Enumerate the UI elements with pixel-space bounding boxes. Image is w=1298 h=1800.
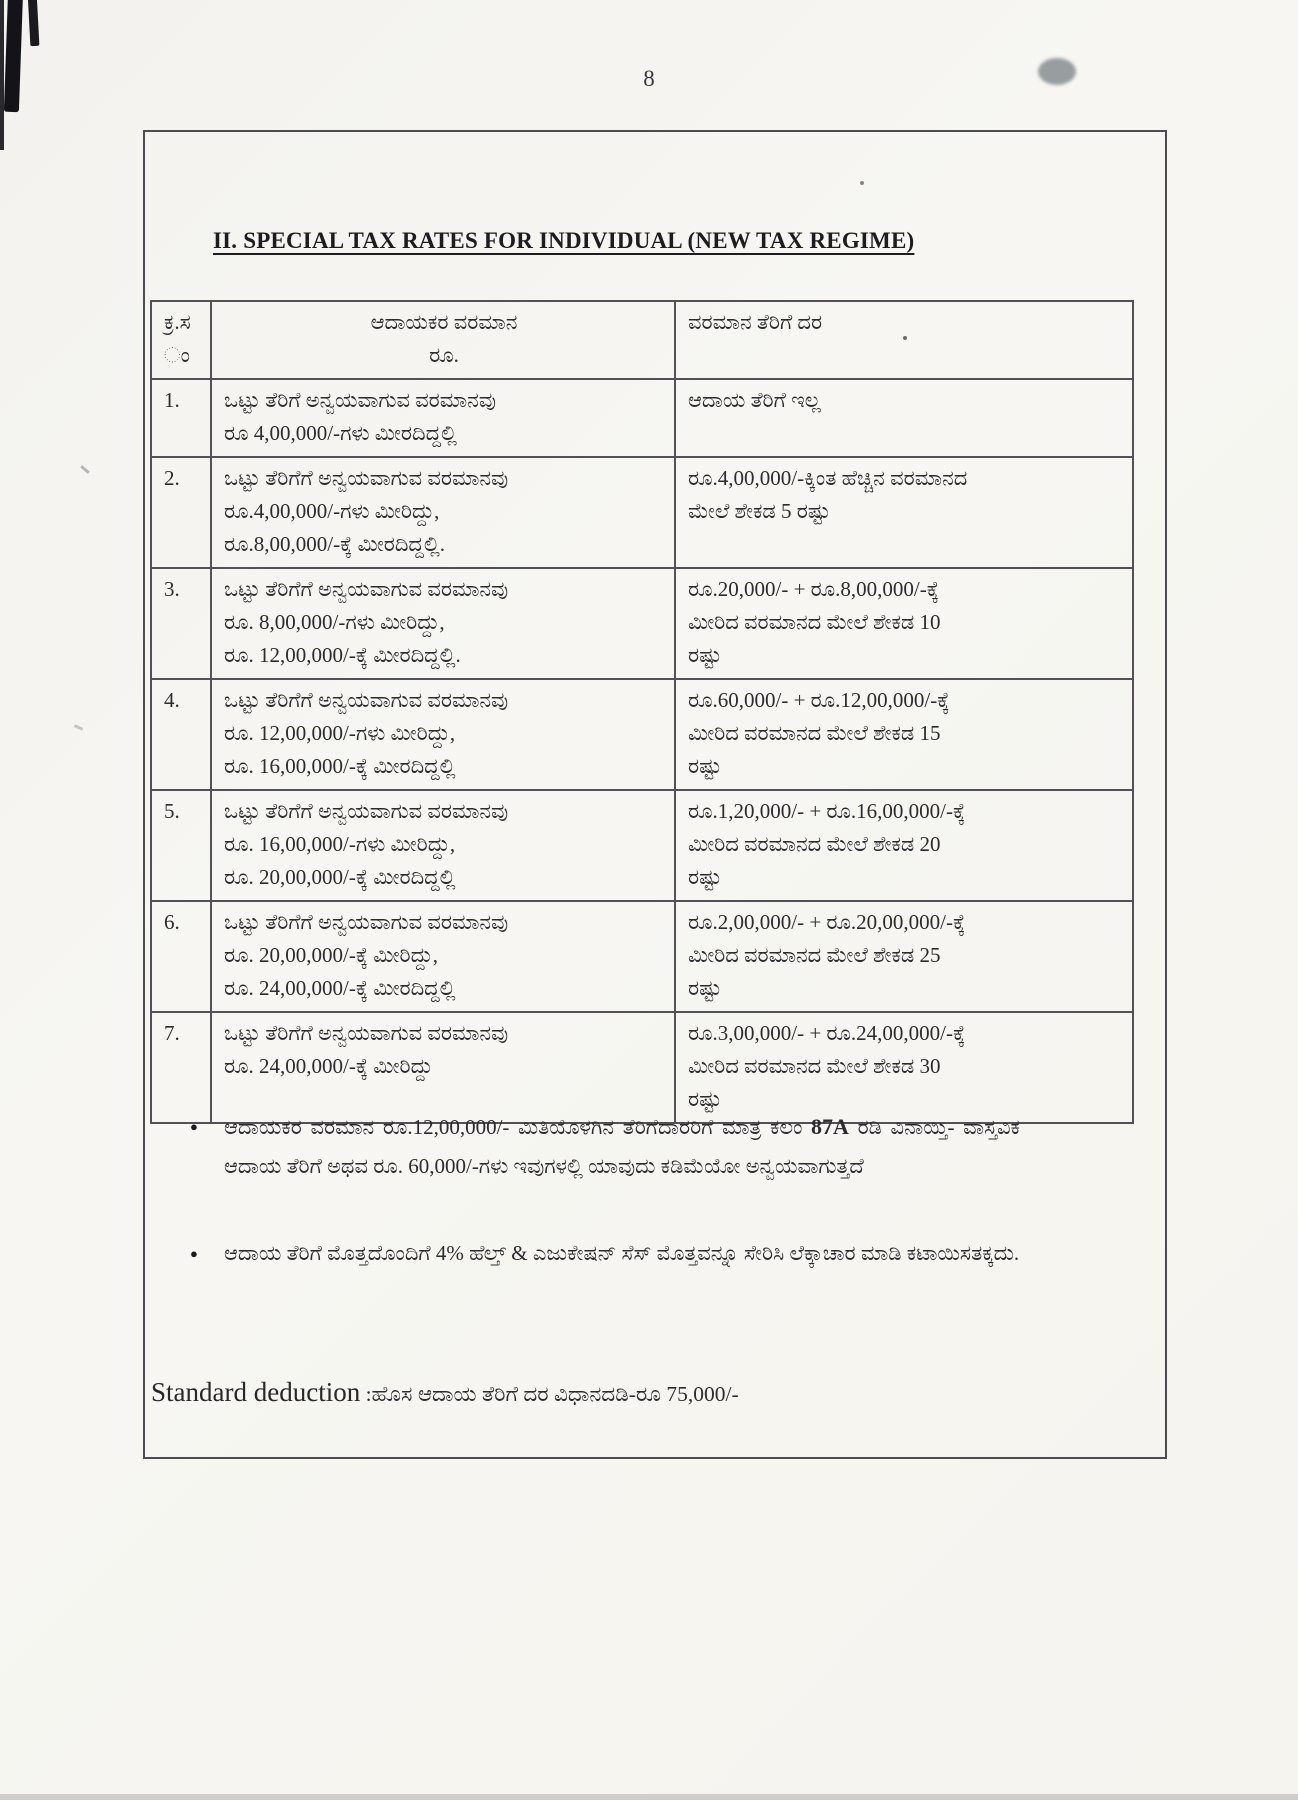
standard-deduction-label: Standard deduction: [151, 1377, 361, 1407]
bullet-icon: ●: [190, 1119, 198, 1134]
income-cell: ಒಟ್ಟು ತೆರಿಗೆಗೆ ಅನ್ವಯವಾಗುವ ವರಮಾನವು ರೂ. 24,00,000/-ಕ್ಕೆ ಮೀರಿದ್ದು: [211, 1012, 675, 1123]
table-row: [151, 568, 1133, 679]
bullet-icon: ●: [190, 1246, 198, 1261]
scan-artifact: [80, 465, 90, 474]
note-text: ಆದಾಯ ತೆರಿಗೆ ಮೊತ್ತದೊಂದಿಗೆ 4% ಹೆಲ್ತ್ & ಎಜುಕೇಷನ್ ಸೆಸ್ ಮೊತ್ತವನ್ನೂ ಸೇರಿಸಿ ಲೆಕ್ಕಾಚಾರ ಮಾಡಿ ಕಟಾಯಿಸತಕ್ಕದು.: [224, 1241, 1020, 1265]
scan-artifact: [0, 1794, 1298, 1800]
note-87a-rebate: [190, 1107, 1020, 1186]
header-serial: ಕ್ರ.ಸ ಂ: [151, 301, 211, 379]
rate-cell: ಆದಾಯ ತೆರಿಗೆ ಇಲ್ಲ: [675, 379, 1133, 457]
standard-deduction-value: :ಹೊಸ ಆದಾಯ ತೆರಿಗೆ ದರ ವಿಧಾನದಡಿ-ರೂ 75,000/-: [360, 1382, 739, 1406]
serial-cell: 5.: [151, 790, 211, 901]
header-tax-rate: ವರಮಾನ ತೆರಿಗೆ ದರ: [675, 301, 1133, 379]
rate-cell: ರೂ.2,00,000/- + ರೂ.20,00,000/-ಕ್ಕೆ ಮೀರಿದ ವರಮಾನದ ಮೇಲೆ ಶೇಕಡ 25 ರಷ್ಟು: [675, 901, 1133, 1012]
section-87a-ref: 87A: [811, 1114, 849, 1139]
rate-cell: ರೂ.4,00,000/-ಕ್ಕಿಂತ ಹೆಚ್ಚಿನ ವರಮಾನದ ಮೇಲೆ ಶೇಕಡ 5 ರಷ್ಟು: [675, 457, 1133, 568]
header-income: ಆದಾಯಕರ ವರಮಾನ ರೂ.: [211, 301, 675, 379]
serial-cell: 3.: [151, 568, 211, 679]
scan-artifact: [74, 724, 83, 731]
rate-cell: ರೂ.3,00,000/- + ರೂ.24,00,000/-ಕ್ಕೆ ಮೀರಿದ ವರಮಾನದ ಮೇಲೆ ಶೇಕಡ 30 ರಷ್ಟು: [675, 1012, 1133, 1123]
content-box: [143, 130, 1167, 1459]
note-text: ಆದಾಯಕರ ವರಮಾನ ರೂ.12,00,000/- ಮಿತಿಯೊಳಗಿನ ತೆರಿಗೆದಾರರಿಗೆ ಮಾತ್ರ ಕಲಂ 87A ರಡಿ ವಿನಾಯ್ತಿ- ವಾಸ್ತವಿಕ ಆದಾಯ ತೆರಿಗೆ ಅಥವ ರೂ. 60,000/-ಗಳು ಇವುಗಳಲ್ಲಿ ಯಾವುದು ಕಡಿಮೆಯೋ ಅನ್ವಯವಾಗುತ್ತದೆ: [224, 1114, 1020, 1178]
tax-rates-table: [150, 300, 1134, 1124]
table-row: [151, 901, 1133, 1012]
page-title: II. SPECIAL TAX RATES FOR INDIVIDUAL (NEW TAX REGIME): [213, 228, 915, 253]
income-cell: ಒಟ್ಟು ತೆರಿಗೆಗೆ ಅನ್ವಯವಾಗುವ ವರಮಾನವು ರೂ. 20,00,000/-ಕ್ಕೆ ಮೀರಿದ್ದು, ರೂ. 24,00,000/-ಕ್ಕೆ ಮೀರದಿದ್ದಲ್ಲಿ: [211, 901, 675, 1012]
income-cell: ಒಟ್ಟು ತೆರಿಗೆಗೆ ಅನ್ವಯವಾಗುವ ವರಮಾನವು ರೂ. 16,00,000/-ಗಳು ಮೀರಿದ್ದು, ರೂ. 20,00,000/-ಕ್ಕೆ ಮೀರದಿದ್ದಲ್ಲಿ: [211, 790, 675, 901]
table-row: [151, 379, 1133, 457]
table-row: [151, 790, 1133, 901]
standard-deduction-line: [151, 1377, 739, 1408]
page-number: 8: [643, 66, 655, 91]
rate-cell: ರೂ.60,000/- + ರೂ.12,00,000/-ಕ್ಕೆ ಮೀರಿದ ವರಮಾನದ ಮೇಲೆ ಶೇಕಡ 15 ರಷ್ಟು: [675, 679, 1133, 790]
income-cell: ಒಟ್ಟು ತೆರಿಗೆಗೆ ಅನ್ವಯವಾಗುವ ವರಮಾನವು ರೂ.4,00,000/-ಗಳು ಮೀರಿದ್ದು, ರೂ.8,00,000/-ಕ್ಕೆ ಮೀರದಿದ್ದಲ್ಲಿ.: [211, 457, 675, 568]
serial-cell: 7.: [151, 1012, 211, 1123]
rate-cell: ರೂ.1,20,000/- + ರೂ.16,00,000/-ಕ್ಕೆ ಮೀರಿದ ವರಮಾನದ ಮೇಲೆ ಶೇಕಡ 20 ರಷ್ಟು: [675, 790, 1133, 901]
notes-section: [190, 1107, 1020, 1321]
income-cell: ಒಟ್ಟು ತೆರಿಗೆ ಅನ್ವಯವಾಗುವ ವರಮಾನವು ರೂ 4,00,000/-ಗಳು ಮೀರದಿದ್ದಲ್ಲಿ: [211, 379, 675, 457]
serial-cell: 6.: [151, 901, 211, 1012]
rate-cell: ರೂ.20,000/- + ರೂ.8,00,000/-ಕ್ಕೆ ಮೀರಿದ ವರಮಾನದ ಮೇಲೆ ಶೇಕಡ 10 ರಷ್ಟು: [675, 568, 1133, 679]
income-cell: ಒಟ್ಟು ತೆರಿಗೆಗೆ ಅನ್ವಯವಾಗುವ ವರಮಾನವು ರೂ. 8,00,000/-ಗಳು ಮೀರಿದ್ದು, ರೂ. 12,00,000/-ಕ್ಕೆ ಮೀರದಿದ್ದಲ್ಲಿ.: [211, 568, 675, 679]
scan-artifact: [28, 0, 40, 46]
scan-artifact: [4, 0, 23, 112]
serial-cell: 1.: [151, 379, 211, 457]
table-row: [151, 457, 1133, 568]
table-header-row: [151, 301, 1133, 379]
serial-cell: 2.: [151, 457, 211, 568]
income-cell: ಒಟ್ಟು ತೆರಿಗೆಗೆ ಅನ್ವಯವಾಗುವ ವರಮಾನವು ರೂ. 12,00,000/-ಗಳು ಮೀರಿದ್ದು, ರೂ. 16,00,000/-ಕ್ಕೆ ಮೀರದಿದ್ದಲ್ಲಿ: [211, 679, 675, 790]
note-cess: [190, 1234, 1020, 1273]
serial-cell: 4.: [151, 679, 211, 790]
table-row: [151, 679, 1133, 790]
